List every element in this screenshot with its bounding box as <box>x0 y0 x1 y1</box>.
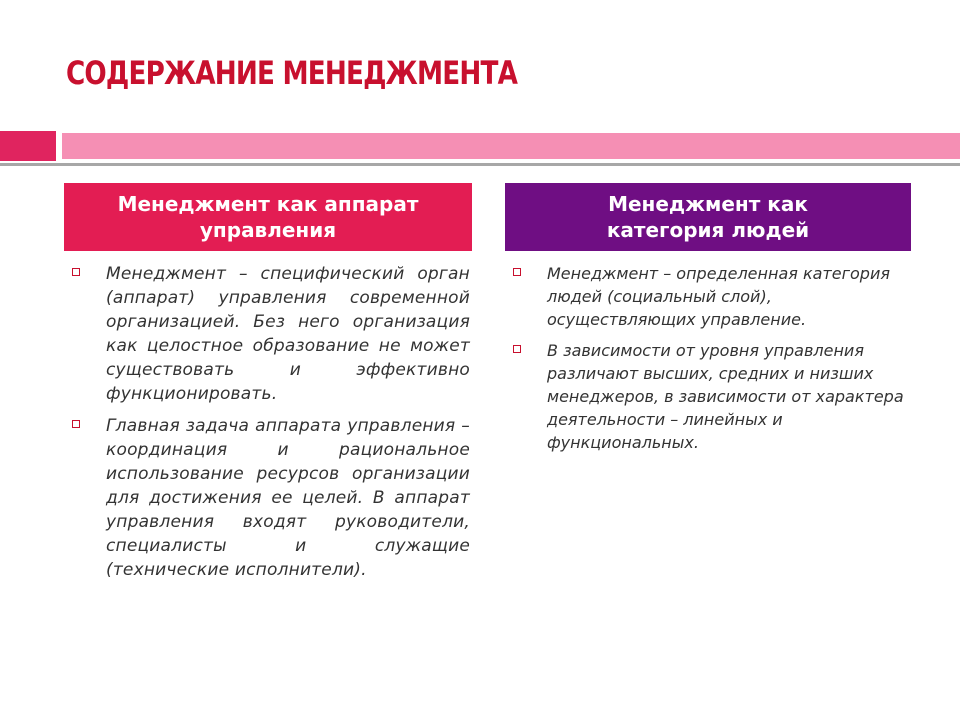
right-column-list <box>513 262 905 462</box>
square-bullet-icon <box>72 420 80 428</box>
list-item-text: В зависимости от уровня управления различают высших, средних и низших менеджеров, в зависимости от характера деятельности – линейных и функциональных. <box>547 341 904 452</box>
decor-band-right <box>62 133 960 159</box>
list-item-text: Менеджмент – специфический орган (аппарат) управления современной организацией. Без него организация как целостное образование не может существовать и эффективно функционировать. <box>106 264 470 404</box>
decor-band-left <box>0 131 56 161</box>
square-bullet-icon <box>513 345 521 353</box>
square-bullet-icon <box>72 268 80 276</box>
list-item <box>513 339 905 454</box>
left-column-header-text: Менеджмент как аппарат управления <box>117 192 419 242</box>
list-item <box>513 262 905 331</box>
list-item <box>72 414 470 582</box>
slide-title: СОДЕРЖАНИЕ МЕНЕДЖМЕНТА <box>66 54 518 92</box>
square-bullet-icon <box>513 268 521 276</box>
right-column-header <box>505 183 911 251</box>
decor-divider-line <box>0 163 960 166</box>
list-item-text: Главная задача аппарата управления – координация и рациональное использование ресурсов организации для достижения ее целей. В аппарат управления входят руководители, специалисты и служащие (технические исполнители). <box>106 416 470 580</box>
right-column-header-text: Менеджмент как категория людей <box>606 192 810 242</box>
left-column-header <box>64 183 472 251</box>
left-column-list <box>72 262 470 590</box>
list-item <box>72 262 470 406</box>
list-item-text: Менеджмент – определенная категория людей (социальный слой), осуществляющих управление. <box>547 264 890 329</box>
